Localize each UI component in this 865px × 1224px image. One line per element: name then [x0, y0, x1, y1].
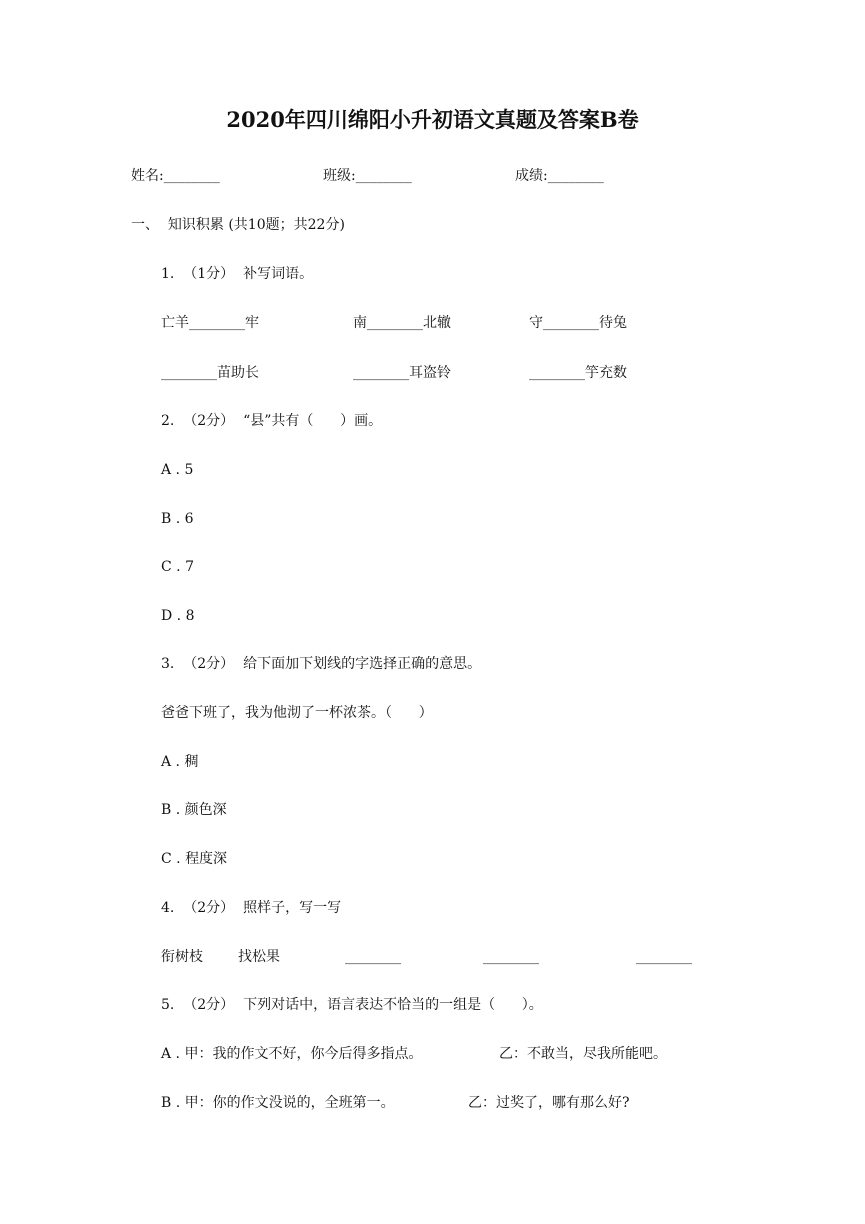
q1-item: ________竽充数: [529, 365, 627, 381]
class-field: 班级:________: [323, 168, 412, 184]
q2-option-c: C . 7: [161, 559, 194, 575]
q1-item: ________苗助长: [161, 365, 259, 381]
q3-option-b: B . 颜色深: [161, 802, 227, 818]
q4-blank: ________: [345, 949, 401, 965]
q5-option-b-speaker-a: B . 甲：你的作文没说的，全班第一。: [161, 1095, 395, 1111]
q1-item: 亡羊________牢: [161, 315, 259, 331]
q4-blank: ________: [636, 949, 692, 965]
document-title: 2020年四川绵阳小升初语文真题及答案B卷: [226, 107, 639, 132]
question-1-stem: 1. （1分） 补写词语。: [161, 266, 314, 282]
question-2-stem: 2. （2分） “县”共有（ ）画。: [161, 413, 383, 429]
q3-option-c: C . 程度深: [161, 851, 228, 867]
q5-option-b-speaker-b: 乙：过奖了，哪有那么好?: [468, 1095, 630, 1111]
q4-blank: ________: [483, 949, 539, 965]
q2-option-b: B . 6: [161, 511, 194, 527]
question-4-stem: 4. （2分） 照样子，写一写: [161, 900, 342, 916]
q2-option-d: D . 8: [161, 608, 195, 624]
score-field: 成绩:________: [515, 168, 604, 184]
name-field: 姓名:________: [131, 168, 220, 184]
q3-option-a: A . 稠: [161, 754, 199, 770]
q3-sentence: 爸爸下班了，我为他沏了一杯浓茶。（ ）: [161, 705, 433, 721]
q1-item: 南________北辙: [353, 315, 451, 331]
q5-option-a-speaker-a: A . 甲：我的作文不好，你今后得多指点。: [161, 1046, 423, 1062]
section-heading: 一、 知识积累 (共10题；共22分): [131, 217, 345, 233]
question-5-stem: 5. （2分） 下列对话中，语言表达不恰当的一组是（ ）。: [161, 997, 543, 1013]
q4-example: 找松果: [238, 949, 280, 965]
q4-example: 衔树枝: [161, 949, 203, 965]
q1-item: 守________待兔: [529, 315, 627, 331]
q5-option-a-speaker-b: 乙：不敢当，尽我所能吧。: [499, 1046, 667, 1062]
q2-option-a: A . 5: [161, 462, 194, 478]
question-3-stem: 3. （2分） 给下面加下划线的字选择正确的意思。: [161, 656, 482, 672]
q1-item: ________耳盗铃: [353, 365, 451, 381]
